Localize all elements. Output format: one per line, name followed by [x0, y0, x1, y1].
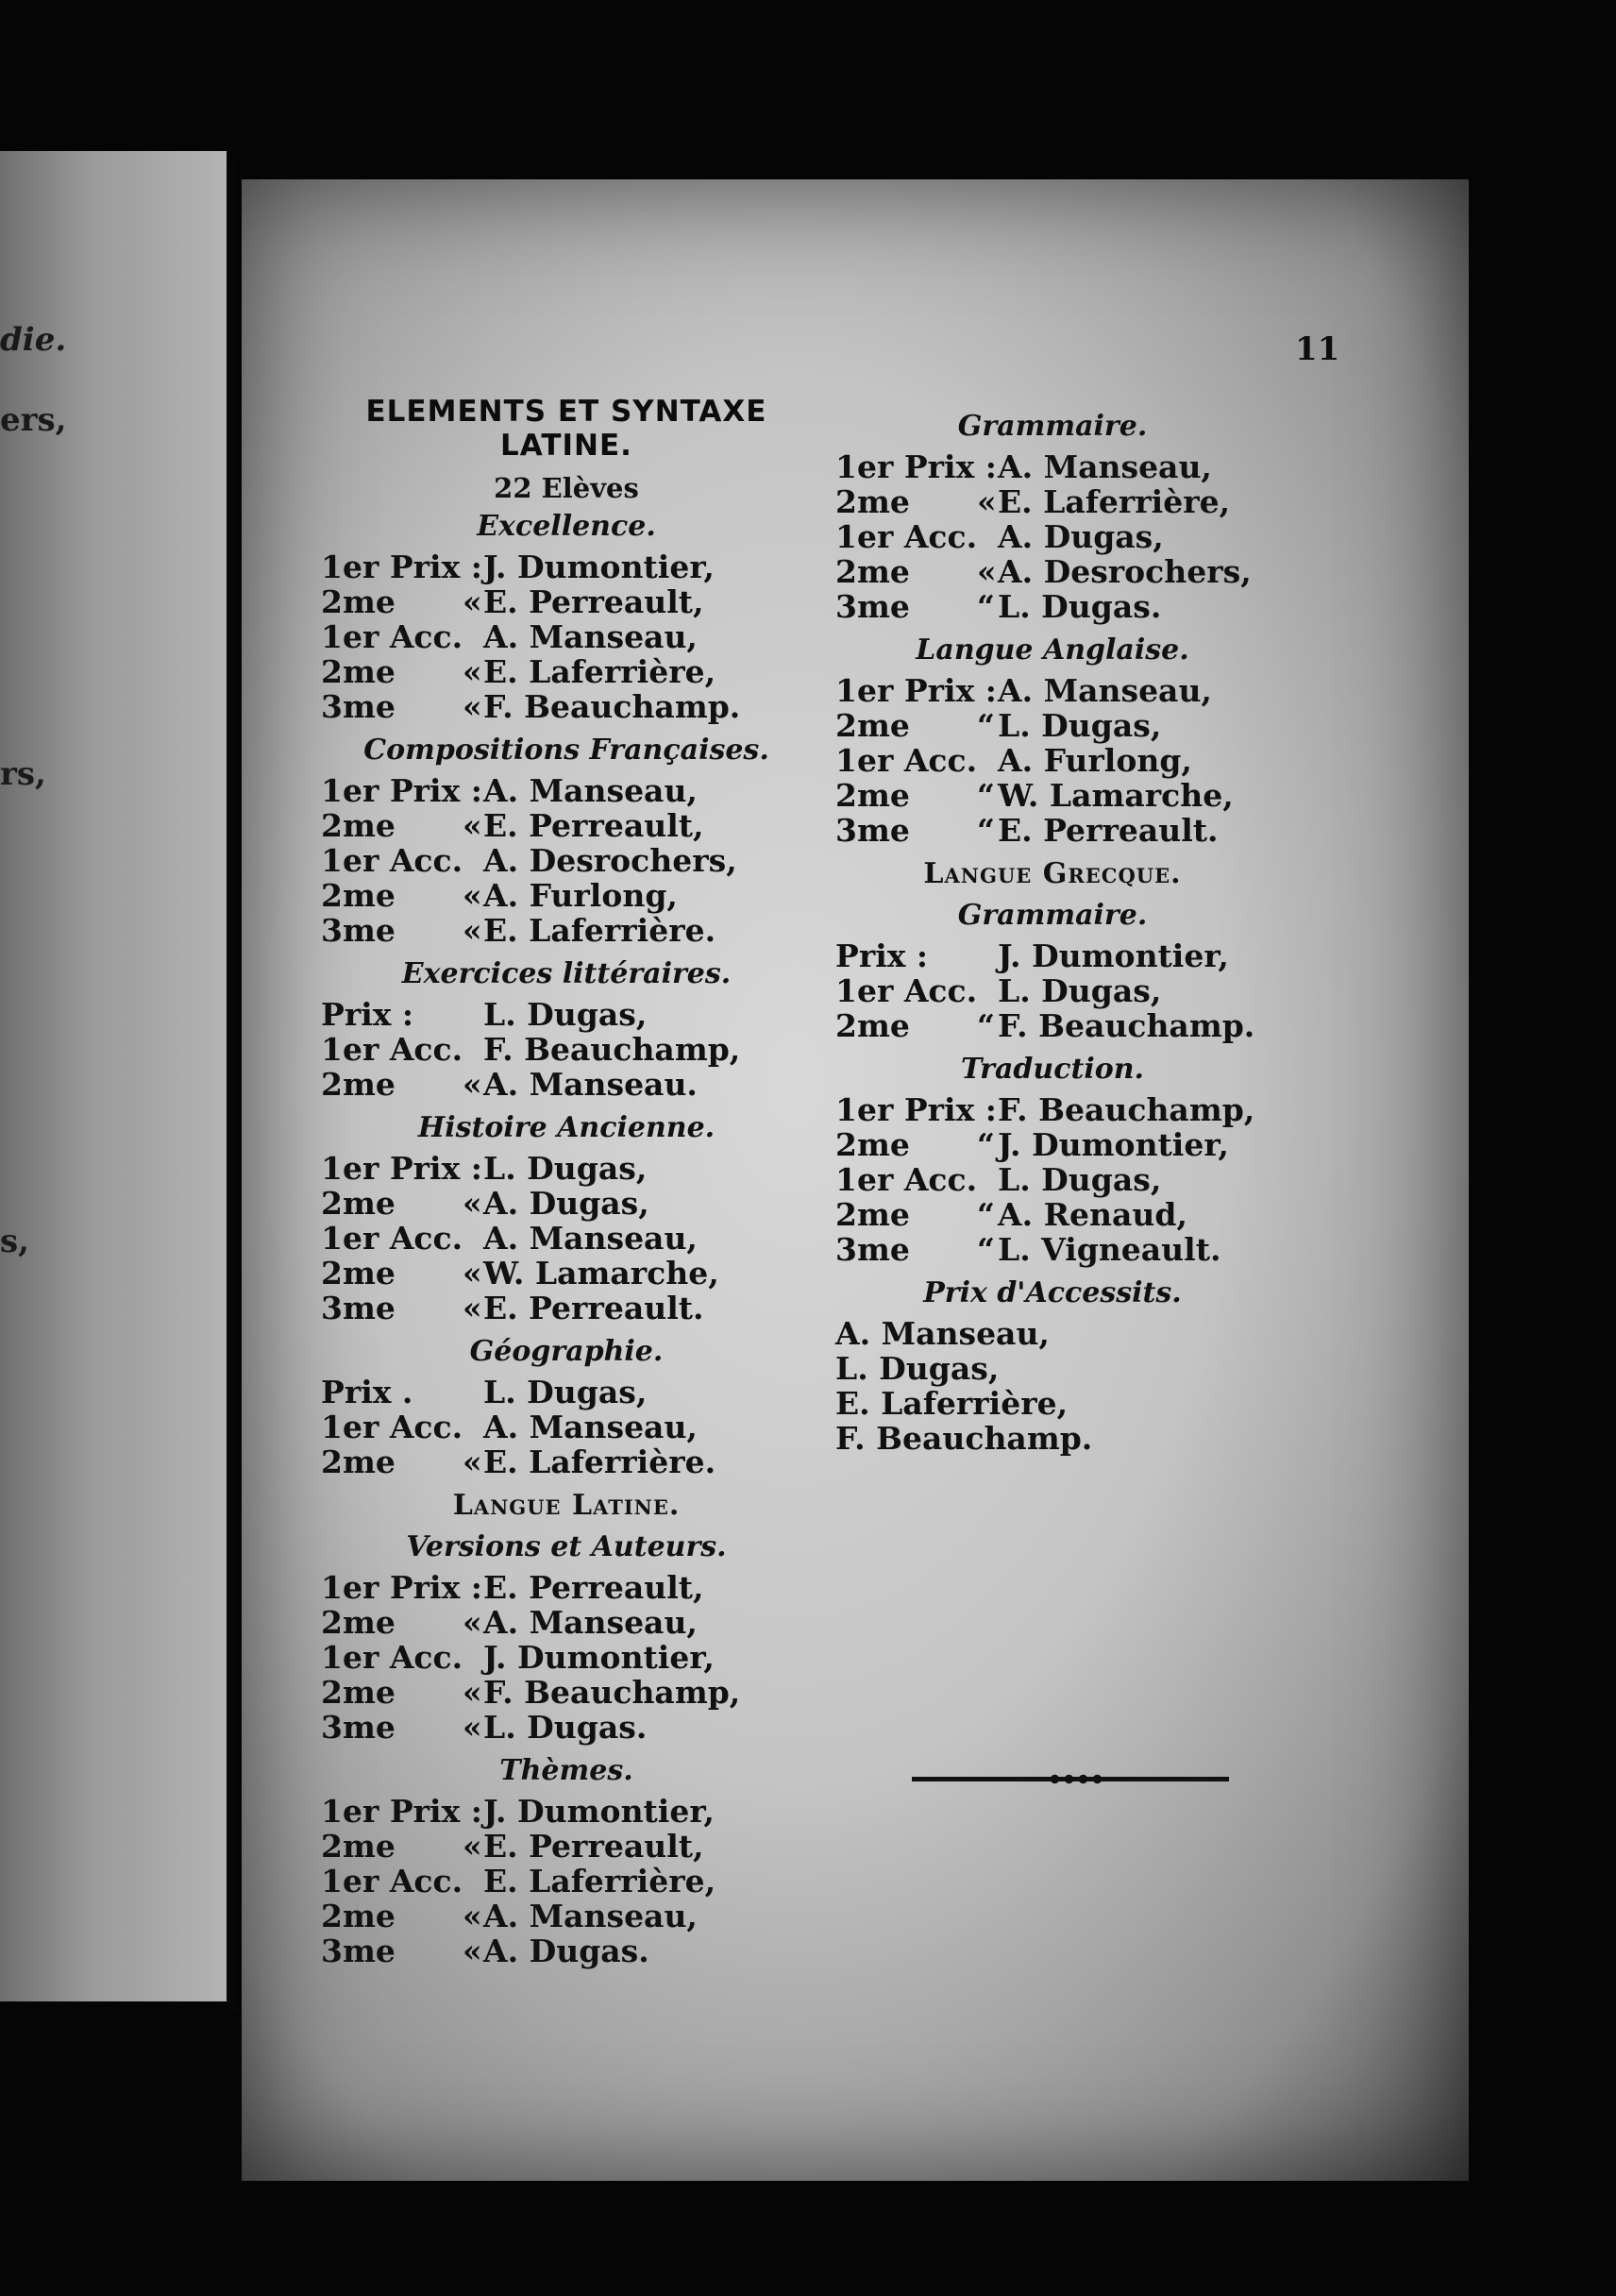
ditto-mark: « — [463, 1290, 482, 1326]
award-rank: 1er Acc. — [835, 742, 978, 779]
ditto-mark — [977, 1092, 998, 1127]
student-name: A. Furlong, — [998, 742, 1192, 779]
award-rank: 1er Acc. — [321, 1220, 463, 1257]
award-entry — [321, 689, 812, 724]
award-entry — [835, 1092, 1270, 1127]
award-rank: 2me — [321, 583, 396, 620]
student-name: J. Dumontier, — [998, 937, 1229, 974]
award-entry — [321, 1032, 812, 1067]
ditto-mark: « — [463, 1255, 482, 1292]
award-entry — [835, 519, 1270, 554]
award-rank: 1er Acc. — [835, 518, 978, 555]
title-line: ELEMENTS ET SYNTAXE — [365, 395, 767, 429]
student-name: A. Manseau, — [483, 618, 698, 655]
award-rank: 1er Prix : — [835, 672, 997, 709]
ditto-mark: “ — [977, 1126, 995, 1163]
award-rank: 2me — [321, 653, 396, 690]
award-rank: Prix . — [321, 1374, 413, 1410]
ditto-mark: « — [463, 1933, 482, 1969]
student-name: L. Dugas, — [483, 1150, 648, 1187]
student-name: F. Beauchamp, — [483, 1031, 741, 1068]
award-list — [835, 938, 1270, 1043]
student-name: W. Lamarche, — [998, 777, 1234, 814]
award-entry — [321, 1570, 812, 1605]
ditto-mark — [977, 1162, 998, 1197]
ditto-mark: « — [977, 553, 997, 590]
award-list — [321, 549, 812, 724]
ditto-mark — [977, 673, 998, 708]
award-list — [321, 1794, 812, 1968]
award-rank: 1er Acc. — [321, 1863, 463, 1899]
section-heading: Thèmes. — [499, 1754, 633, 1787]
ditto-mark: “ — [977, 1007, 995, 1044]
student-name: F. Beauchamp, — [998, 1091, 1255, 1128]
award-entry — [835, 1197, 1270, 1232]
student-name: E. Laferrière. — [483, 912, 716, 949]
ditto-mark: « — [463, 1828, 482, 1865]
award-entry — [835, 554, 1270, 589]
award-entry — [321, 1067, 812, 1102]
award-entry — [321, 997, 812, 1032]
student-name: F. Beauchamp. — [998, 1007, 1255, 1044]
ditto-mark — [977, 973, 998, 1008]
award-entry — [321, 843, 812, 878]
award-list — [835, 673, 1270, 848]
student-name: E. Laferrière, — [483, 653, 716, 690]
student-name: A. Dugas, — [483, 1185, 649, 1222]
student-name: E. Laferrière, — [483, 1863, 716, 1899]
award-entry — [835, 778, 1270, 813]
award-entry — [321, 1256, 812, 1291]
ditto-mark — [463, 773, 483, 808]
award-rank: 2me — [321, 1185, 396, 1222]
section-heading: Grammaire. — [957, 410, 1148, 443]
ditto-mark — [463, 1864, 483, 1899]
title-line: LATINE. — [500, 429, 632, 463]
student-name: A. Manseau, — [483, 1898, 698, 1934]
ditto-mark — [463, 549, 483, 584]
ditto-mark — [463, 1570, 483, 1605]
award-rank: 1er Acc. — [835, 1161, 978, 1198]
award-rank: 2me — [835, 553, 910, 590]
ditto-mark — [463, 843, 483, 878]
section-heading: Grammaire. — [957, 899, 1148, 932]
award-rank: 1er Acc. — [321, 1031, 463, 1068]
award-list — [321, 773, 812, 948]
ditto-mark: “ — [977, 812, 995, 849]
section-heading: Versions et Auteurs. — [406, 1530, 727, 1563]
ditto-mark: « — [463, 1604, 482, 1641]
award-rank: 1er Prix : — [835, 1091, 997, 1128]
award-entry — [321, 1640, 812, 1675]
student-name: A. Dugas, — [998, 518, 1164, 555]
language-heading: Langue Latine. — [452, 1489, 681, 1522]
section-heading: Prix d'Accessits. — [923, 1276, 1182, 1309]
ditto-mark — [463, 997, 483, 1032]
award-rank: 1er Prix : — [321, 1569, 482, 1606]
award-rank: 1er Prix : — [835, 448, 997, 485]
ditto-mark: “ — [977, 777, 995, 814]
student-count: 22 Elèves — [494, 472, 639, 504]
previous-page-fragment: rs, — [0, 755, 46, 793]
student-name: L. Dugas, — [998, 707, 1162, 744]
student-name: F. Beauchamp. — [483, 688, 741, 725]
student-name: J. Dumontier, — [998, 1126, 1229, 1163]
award-entry — [835, 484, 1270, 519]
student-name: A. Manseau, — [483, 1409, 698, 1445]
award-entry — [321, 773, 812, 808]
award-entry — [321, 808, 812, 843]
ditto-mark: “ — [977, 588, 995, 625]
award-rank: 2me — [321, 1828, 396, 1865]
award-entry — [321, 1291, 812, 1325]
ditto-mark: « — [463, 1443, 482, 1480]
award-entry — [321, 1410, 812, 1444]
award-list — [321, 997, 812, 1102]
student-name: L. Vigneault. — [998, 1231, 1221, 1268]
award-entry — [835, 708, 1270, 743]
student-name: E. Perreault. — [998, 812, 1219, 849]
section-heading: Histoire Ancienne. — [417, 1111, 715, 1144]
ditto-mark: « — [463, 653, 482, 690]
ditto-mark: « — [463, 688, 482, 725]
award-rank: 3me — [835, 812, 910, 849]
award-rank: 3me — [321, 1709, 396, 1746]
award-entry — [835, 1008, 1270, 1043]
section-heading: Traduction. — [961, 1053, 1144, 1086]
award-entry — [321, 1151, 812, 1186]
award-rank: 3me — [321, 1933, 396, 1969]
award-entry — [321, 1605, 812, 1640]
award-entry — [835, 1232, 1270, 1267]
left-sections — [321, 508, 812, 1479]
award-entry — [321, 1675, 812, 1710]
award-rank: 2me — [321, 1255, 396, 1292]
ditto-mark — [463, 1375, 483, 1410]
ditto-mark — [977, 743, 998, 778]
student-name: E. Perreault. — [483, 1290, 704, 1326]
accessit-name: L. Dugas, — [835, 1350, 1000, 1387]
award-entry — [321, 1899, 812, 1933]
award-rank: 2me — [321, 1066, 396, 1103]
award-entry — [321, 1444, 812, 1479]
ornamental-rule-knot — [1048, 1773, 1104, 1785]
ditto-mark: « — [463, 1066, 482, 1103]
student-name: E. Laferrière. — [483, 1443, 716, 1480]
ditto-mark: « — [463, 1709, 482, 1746]
student-name: E. Perreault, — [483, 1569, 704, 1606]
award-entry — [321, 549, 812, 584]
award-rank: Prix : — [835, 937, 929, 974]
student-name: L. Dugas, — [998, 1161, 1162, 1198]
student-name: J. Dumontier, — [483, 1793, 715, 1830]
student-name: A. Manseau, — [998, 672, 1212, 709]
student-name: A. Dugas. — [483, 1933, 649, 1969]
award-list — [321, 1375, 812, 1479]
ditto-mark — [977, 519, 998, 554]
student-name: A. Desrochers, — [998, 553, 1252, 590]
student-name: A. Renaud, — [998, 1196, 1187, 1233]
ditto-mark: « — [463, 807, 482, 844]
award-rank: 2me — [321, 1443, 396, 1480]
award-entry — [321, 1794, 812, 1829]
award-list — [321, 1570, 812, 1745]
student-name: A. Desrochers, — [483, 842, 737, 879]
ditto-mark — [463, 1032, 483, 1067]
award-entry — [835, 743, 1270, 778]
ditto-mark — [463, 619, 483, 654]
accessit-name: A. Manseau, — [835, 1315, 1050, 1352]
student-name: J. Dumontier, — [483, 1639, 715, 1676]
student-name: L. Dugas. — [998, 588, 1162, 625]
section-heading: Géographie. — [469, 1335, 664, 1368]
award-entry — [321, 913, 812, 948]
ditto-mark — [463, 1640, 483, 1675]
student-name: A. Manseau, — [483, 772, 698, 809]
award-rank: 2me — [321, 807, 396, 844]
award-rank: 1er Acc. — [321, 1639, 463, 1676]
ditto-mark — [463, 1221, 483, 1256]
award-list — [835, 449, 1270, 624]
ditto-mark: « — [463, 583, 482, 620]
award-rank: 2me — [835, 707, 910, 744]
award-rank: 1er Acc. — [321, 618, 463, 655]
previous-page-fragment: ers, — [0, 401, 67, 439]
latin-sections — [321, 1528, 812, 1968]
award-entry — [321, 1864, 812, 1899]
previous-page-fragment: s, — [0, 1223, 29, 1260]
award-entry — [835, 813, 1270, 848]
student-name: A. Furlong, — [483, 877, 678, 914]
award-rank: 3me — [321, 1290, 396, 1326]
award-rank: 1er Prix : — [321, 772, 482, 809]
section-heading: Exercices littéraires. — [401, 957, 732, 990]
award-entry — [835, 938, 1270, 973]
award-entry — [321, 878, 812, 913]
award-rank: 1er Prix : — [321, 549, 482, 585]
student-name: A. Manseau, — [483, 1604, 698, 1641]
ditto-mark — [977, 938, 998, 973]
student-name: F. Beauchamp, — [483, 1674, 741, 1711]
award-entry — [321, 654, 812, 689]
award-entry — [321, 1710, 812, 1745]
ditto-mark: “ — [977, 1196, 995, 1233]
student-name: L. Dugas, — [483, 996, 648, 1033]
language-heading: Langue Grecque. — [923, 857, 1182, 890]
award-entry — [321, 1221, 812, 1256]
award-entry — [321, 584, 812, 619]
right-column — [835, 404, 1270, 1456]
student-name: W. Lamarche, — [483, 1255, 719, 1292]
right-top-sections — [835, 408, 1270, 848]
ditto-mark: « — [463, 877, 482, 914]
student-name: E. Perreault, — [483, 1828, 704, 1865]
award-rank: 2me — [321, 1604, 396, 1641]
award-entry — [835, 449, 1270, 484]
accessit-name: F. Beauchamp. — [835, 1420, 1093, 1457]
award-entry — [835, 589, 1270, 624]
student-name: A. Manseau, — [483, 1220, 698, 1257]
award-rank: 2me — [321, 1674, 396, 1711]
student-name: L. Dugas, — [998, 972, 1162, 1009]
award-entry — [835, 1162, 1270, 1197]
ditto-mark: « — [977, 483, 997, 520]
award-list — [835, 1092, 1270, 1267]
award-rank: 1er Acc. — [835, 972, 978, 1009]
accessits-list — [835, 1316, 1270, 1456]
page-title — [321, 395, 812, 463]
ditto-mark: « — [463, 1674, 482, 1711]
award-entry — [321, 1829, 812, 1864]
student-name: L. Dugas, — [483, 1374, 648, 1410]
accessit-name: E. Laferrière, — [835, 1385, 1069, 1422]
award-rank: 3me — [321, 912, 396, 949]
student-name: A. Manseau, — [998, 448, 1212, 485]
previous-page-fragment: die. — [0, 321, 67, 359]
award-rank: Prix : — [321, 996, 414, 1033]
ditto-mark: « — [463, 912, 482, 949]
ditto-mark: “ — [977, 707, 995, 744]
ditto-mark — [463, 1410, 483, 1444]
left-column — [321, 395, 812, 1976]
section-heading: Compositions Françaises. — [363, 734, 769, 767]
award-rank: 2me — [321, 1898, 396, 1934]
page-gutter — [227, 160, 238, 2011]
award-entry — [835, 973, 1270, 1008]
ditto-mark — [463, 1151, 483, 1186]
award-rank: 3me — [321, 688, 396, 725]
award-rank: 2me — [835, 777, 910, 814]
award-entry — [321, 1186, 812, 1221]
greek-sections — [835, 897, 1270, 1267]
award-rank: 1er Acc. — [321, 842, 463, 879]
award-rank: 3me — [835, 588, 910, 625]
award-rank: 2me — [835, 1126, 910, 1163]
award-rank: 2me — [835, 1007, 910, 1044]
student-name: J. Dumontier, — [483, 549, 715, 585]
ditto-mark — [977, 449, 998, 484]
award-entry — [321, 1375, 812, 1410]
award-entry — [321, 1933, 812, 1968]
award-rank: 2me — [835, 483, 910, 520]
student-name: E. Laferrière, — [998, 483, 1231, 520]
award-entry — [835, 1127, 1270, 1162]
section-heading: Excellence. — [477, 510, 656, 543]
award-rank: 1er Acc. — [321, 1409, 463, 1445]
award-rank: 3me — [835, 1231, 910, 1268]
ditto-mark: « — [463, 1185, 482, 1222]
award-rank: 1er Prix : — [321, 1793, 482, 1830]
student-name: E. Perreault, — [483, 583, 704, 620]
student-name: E. Perreault, — [483, 807, 704, 844]
ditto-mark: « — [463, 1898, 482, 1934]
award-rank: 2me — [321, 877, 396, 914]
page-number: 11 — [1295, 330, 1340, 368]
previous-page-edge — [0, 151, 227, 2001]
award-rank: 1er Prix : — [321, 1150, 482, 1187]
ditto-mark — [463, 1794, 483, 1829]
section-heading: Langue Anglaise. — [916, 633, 1189, 667]
award-list — [321, 1151, 812, 1325]
student-name: L. Dugas. — [483, 1709, 648, 1746]
award-entry — [835, 673, 1270, 708]
student-name: A. Manseau. — [483, 1066, 698, 1103]
award-entry — [321, 619, 812, 654]
ditto-mark: “ — [977, 1231, 995, 1268]
award-rank: 2me — [835, 1196, 910, 1233]
